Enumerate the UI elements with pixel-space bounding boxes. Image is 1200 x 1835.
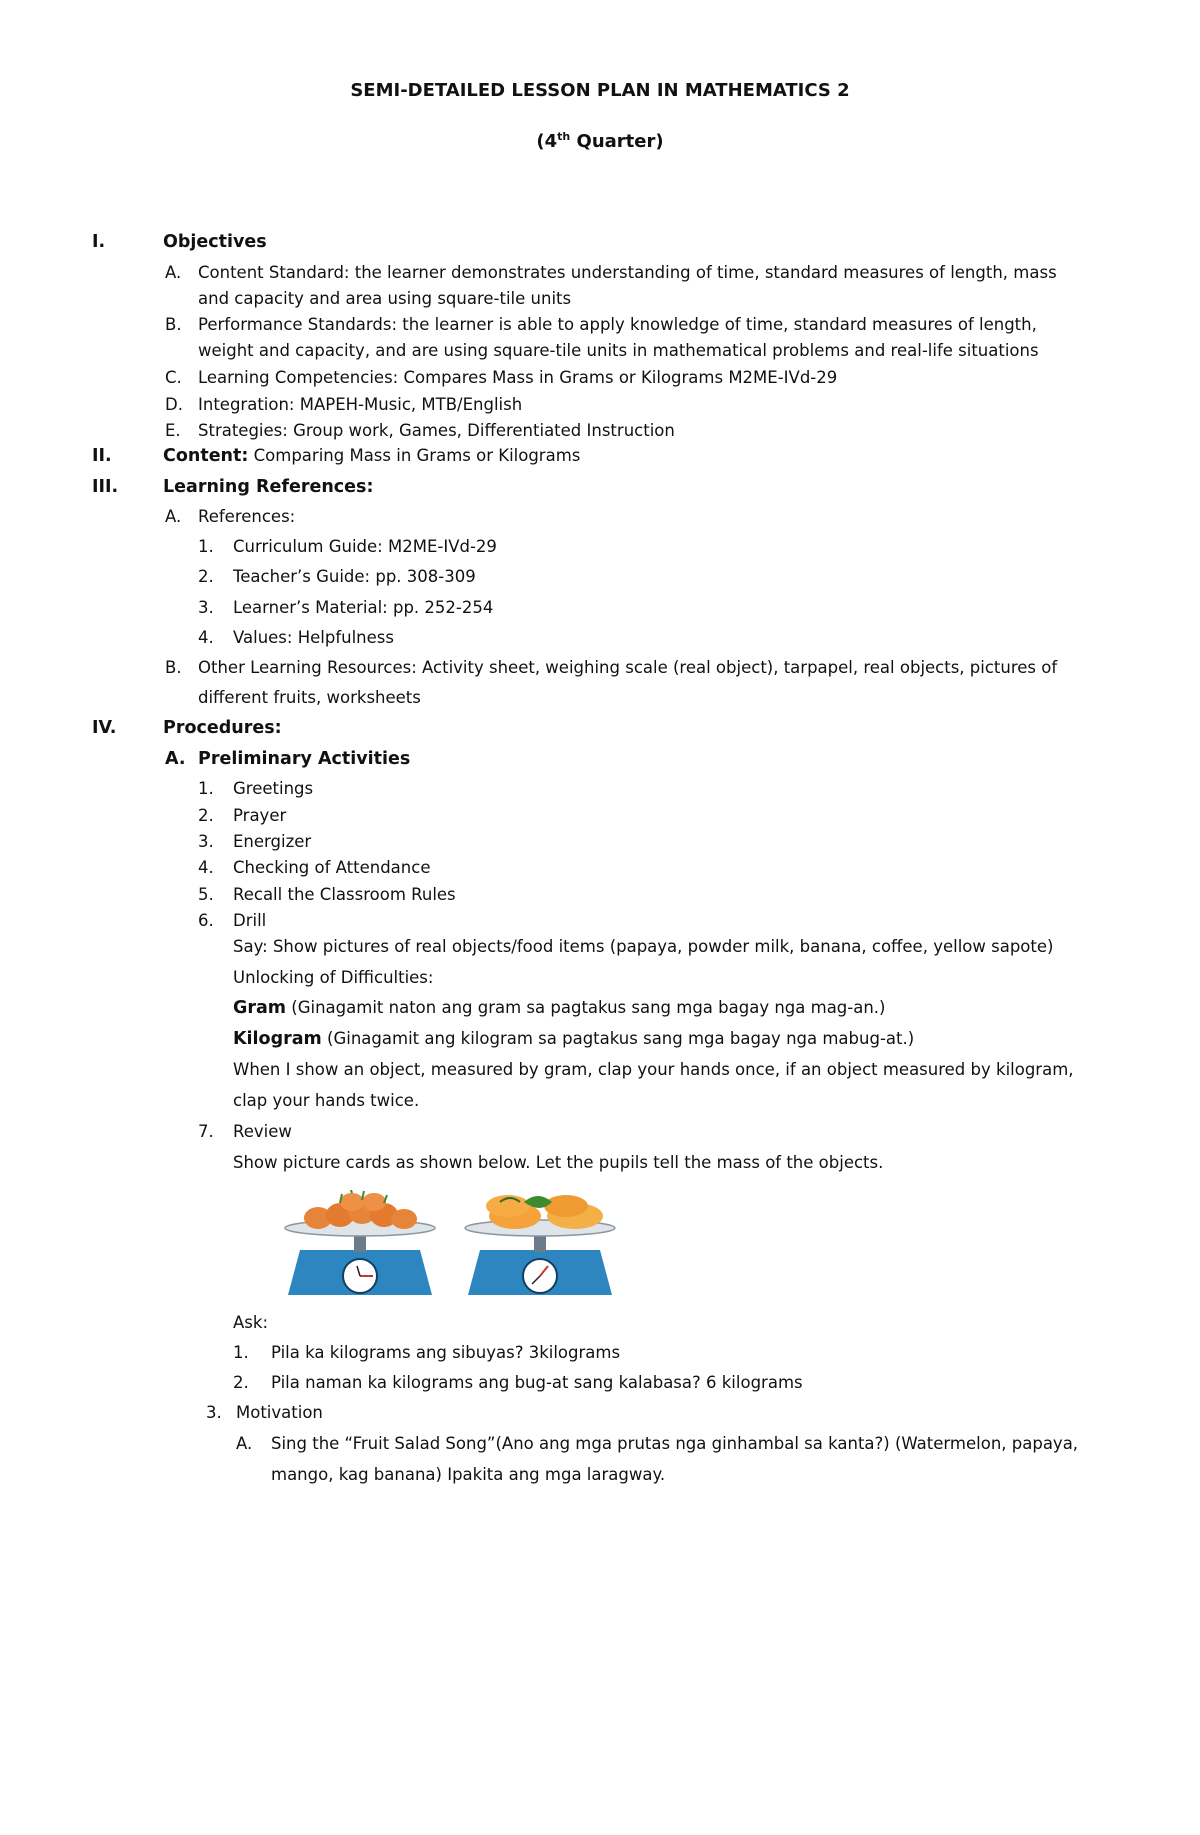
activity-3-text: Energizer [233, 832, 312, 851]
review-text: Show picture cards as shown below. Let the pupils tell the mass of the objects. [233, 1153, 884, 1172]
reference-2-num: 2. [198, 567, 214, 586]
quarter-sup: th [557, 130, 571, 143]
motivation-a-line2: mango, kag banana) Ipakita ang mga laragway. [271, 1465, 666, 1484]
gram-term: Gram [233, 998, 287, 1018]
activity-4-text: Checking of Attendance [233, 858, 431, 877]
drill-gram-line [233, 998, 886, 1019]
reference-1-text: Curriculum Guide: M2ME-IVd-29 [233, 537, 497, 556]
motivation-label: Motivation [236, 1403, 323, 1422]
section-iv-numeral: IV. [92, 718, 117, 738]
content-text: Comparing Mass in Grams or Kilograms [248, 446, 581, 465]
reference-4-num: 4. [198, 628, 214, 647]
objective-d-text: Integration: MAPEH-Music, MTB/English [198, 395, 523, 414]
activity-5-text: Recall the Classroom Rules [233, 885, 456, 904]
review-label: Review [233, 1122, 292, 1141]
section-iii-numeral: III. [92, 477, 119, 497]
drill-unlocking: Unlocking of Difficulties: [233, 968, 434, 987]
squash-scale-picture [465, 1195, 615, 1295]
references-b-line2: different fruits, worksheets [198, 688, 421, 707]
activity-1-num: 1. [198, 779, 214, 798]
objective-c-text: Learning Competencies: Compares Mass in Grams or Kilograms M2ME-IVd-29 [198, 368, 838, 387]
preliminary-activities-heading: Preliminary Activities [198, 749, 411, 769]
objective-c-letter: C. [165, 368, 182, 387]
activity-2-num: 2. [198, 806, 214, 825]
kilogram-definition: (Ginagamit ang kilogram sa pagtakus sang mga bagay nga mabug-at.) [321, 1029, 915, 1048]
gram-definition: (Ginagamit naton ang gram sa pagtakus sang mga bagay nga mag-an.) [286, 998, 886, 1017]
objective-a-line2: and capacity and area using square-tile units [198, 289, 572, 308]
objective-a-line1: Content Standard: the learner demonstrates understanding of time, standard measures of length, mass [198, 263, 1057, 282]
references-b-line1: Other Learning Resources: Activity sheet, weighing scale (real object), tarpapel, real objects, pictures of [198, 658, 1058, 677]
objective-b-line2: weight and capacity, and are using square-tile units in mathematical problems and real-life situations [198, 341, 1039, 360]
drill-kilogram-line [233, 1029, 914, 1050]
drill-instruction-line2: clap your hands twice. [233, 1091, 420, 1110]
activity-1-text: Greetings [233, 779, 314, 798]
question-1-text: Pila ka kilograms ang sibuyas? 3kilograms [271, 1343, 621, 1362]
activity-4-num: 4. [198, 858, 214, 877]
reference-3-num: 3. [198, 598, 214, 617]
review-ask: Ask: [233, 1313, 268, 1332]
reference-3-text: Learner’s Material: pp. 252-254 [233, 598, 494, 617]
quarter-subtitle [0, 130, 1200, 153]
activity-5-num: 5. [198, 885, 214, 904]
procedures-a-letter: A. [165, 749, 186, 769]
motivation-a-letter: A. [236, 1434, 253, 1453]
reference-2-text: Teacher’s Guide: pp. 308-309 [233, 567, 476, 586]
references-a-label: References: [198, 507, 296, 526]
objective-d-letter: D. [165, 395, 183, 414]
reference-1-num: 1. [198, 537, 214, 556]
question-2-text: Pila naman ka kilograms ang bug-at sang kalabasa? 6 kilograms [271, 1373, 803, 1392]
question-1-num: 1. [233, 1343, 249, 1362]
procedures-heading: Procedures: [163, 718, 282, 738]
drill-say: Say: Show pictures of real objects/food items (papaya, powder milk, banana, coffee, yellow sapote) [233, 937, 1054, 956]
document-title: SEMI-DETAILED LESSON PLAN IN MATHEMATICS 2 [350, 80, 850, 101]
objective-e-text: Strategies: Group work, Games, Differentiated Instruction [198, 421, 675, 440]
references-b-letter: B. [165, 658, 182, 677]
section-ii-numeral: II. [92, 446, 112, 466]
question-2-num: 2. [233, 1373, 249, 1392]
objectives-heading: Objectives [163, 232, 267, 252]
onion-scale-picture [285, 1190, 435, 1295]
activity-6-text: Drill [233, 911, 267, 930]
objective-b-line1: Performance Standards: the learner is able to apply knowledge of time, standard measures of length, [198, 315, 1037, 334]
quarter-open: (4 [536, 131, 558, 152]
motivation-a-line1: Sing the “Fruit Salad Song”(Ano ang mga prutas nga ginhambal sa kanta?) (Watermelon, papaya, [271, 1434, 1079, 1453]
activity-3-num: 3. [198, 832, 214, 851]
objective-b-letter: B. [165, 315, 182, 334]
activity-2-text: Prayer [233, 806, 287, 825]
objective-e-letter: E. [165, 421, 181, 440]
review-num: 7. [198, 1122, 214, 1141]
reference-4-text: Values: Helpfulness [233, 628, 394, 647]
objective-a-letter: A. [165, 263, 182, 282]
content-label: Content: [163, 446, 249, 466]
content-line [163, 446, 580, 467]
section-i-numeral: I. [92, 232, 106, 252]
weighing-scales-figure [280, 1190, 620, 1295]
motivation-num: 3. [206, 1403, 222, 1422]
references-a-letter: A. [165, 507, 182, 526]
kilogram-term: Kilogram [233, 1029, 322, 1049]
activity-6-num: 6. [198, 911, 214, 930]
quarter-close: Quarter) [570, 131, 664, 152]
drill-instruction-line1: When I show an object, measured by gram, clap your hands once, if an object measured by kilogram, [233, 1060, 1074, 1079]
references-heading: Learning References: [163, 477, 374, 497]
